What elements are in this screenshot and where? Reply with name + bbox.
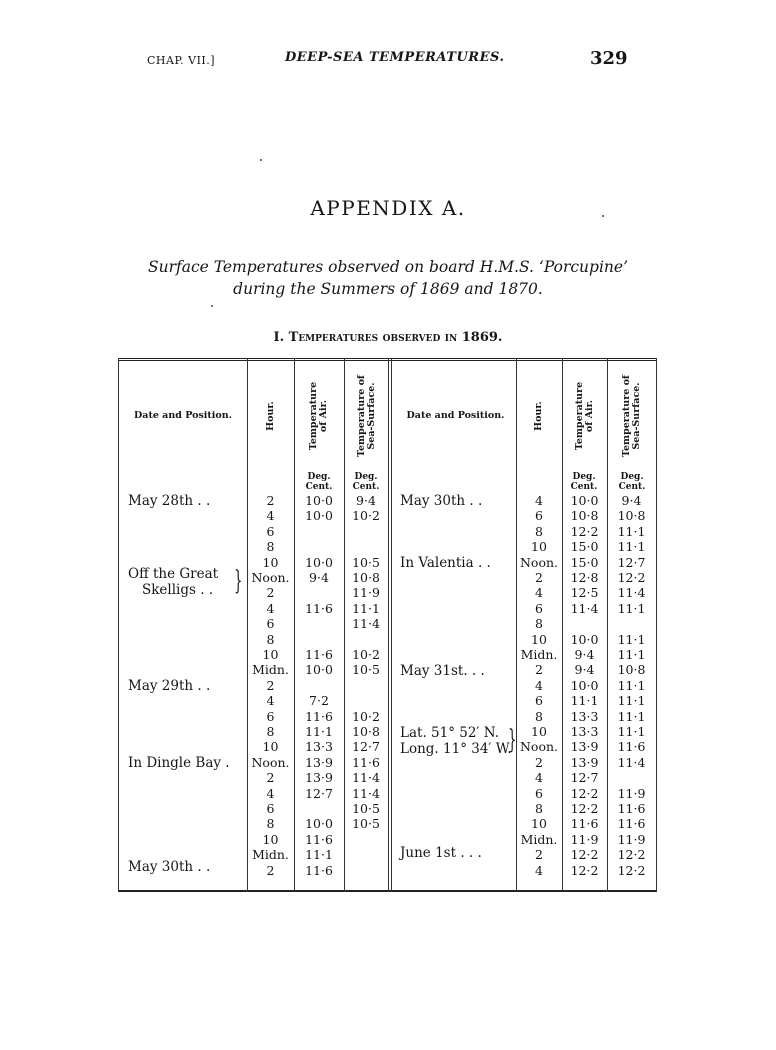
- sea-temp-cell: 11·1: [617, 708, 646, 724]
- air-temp-cell: 12·2: [570, 801, 599, 816]
- running-title: DEEP-SEA TEMPERATURES.: [285, 50, 505, 65]
- air-temp-cell: 15·0: [570, 554, 599, 570]
- air-temp-cell: 11·1: [570, 693, 599, 709]
- print-speck: [211, 305, 213, 307]
- hour-cell: 4: [266, 508, 275, 524]
- position-label: Lat. 51° 52′ N.: [400, 725, 500, 741]
- air-temp-cell: 10·8: [570, 508, 599, 524]
- hour-cell: 2: [266, 585, 275, 601]
- column-rule: [118, 358, 119, 892]
- air-temp-cell: 13·9: [570, 739, 599, 755]
- sea-temp-cell: 12·7: [617, 554, 646, 570]
- position-label: In Valentia . .: [400, 555, 491, 571]
- sea-temp-cell: 11·4: [352, 785, 380, 801]
- hour-cell: Midn.: [252, 662, 289, 678]
- sea-temp-cell: 11·6: [617, 801, 646, 816]
- air-temp-cell: 13·3: [570, 708, 599, 724]
- sea-temp-cell: 10·8: [617, 508, 646, 524]
- hour-header: Hour.: [265, 401, 276, 431]
- air-temp-cell: 12·7: [305, 785, 333, 801]
- date-position-header: Date and Position.: [406, 410, 505, 421]
- sea-temp-cell: 12·2: [617, 570, 646, 585]
- hour-cell: Noon.: [519, 739, 558, 755]
- air-temp-cell: 9·4: [574, 662, 595, 678]
- hour-cell: 6: [535, 600, 543, 616]
- sea-temp-cell: 12·7: [352, 739, 380, 755]
- sea-temp-cell: 11·1: [617, 631, 646, 647]
- hour-cell: 2: [266, 493, 275, 508]
- sea-temp-cell: 11·1: [352, 600, 380, 616]
- unit-label: Deg. Cent.: [305, 472, 333, 492]
- air-temp-header: Temperature of Air.: [574, 381, 595, 451]
- air-temp-cell: 11·6: [305, 647, 333, 662]
- sea-temp-cell: 11·1: [617, 693, 646, 709]
- hour-cell: 2: [535, 662, 543, 678]
- hour-cell: 4: [266, 600, 275, 616]
- hour-cell: 10: [531, 724, 547, 739]
- sea-temp-cell: 10·2: [352, 708, 380, 724]
- unit-label: Deg. Cent.: [570, 472, 598, 492]
- hour-cell: Noon.: [251, 570, 290, 585]
- sea-temp-header: Temperature of Sea-Surface.: [356, 375, 377, 457]
- hour-cell: 10: [531, 816, 547, 832]
- sea-temp-cell: 11·4: [617, 754, 646, 770]
- hour-cell: 4: [266, 693, 275, 709]
- subtitle-line: during the Summers of 1869 and 1870.: [233, 280, 543, 298]
- air-temp-cell: 11·1: [305, 724, 333, 739]
- position-label: In Dingle Bay .: [128, 755, 230, 771]
- air-temp-cell: 12·2: [570, 862, 599, 878]
- unit-label: Deg. Cent.: [352, 472, 380, 492]
- hour-cell: 6: [535, 785, 543, 801]
- appendix-subtitle: [0, 256, 776, 300]
- air-temp-cell: 11·6: [305, 831, 333, 847]
- print-speck: [260, 159, 262, 161]
- hour-cell: 10: [262, 739, 279, 755]
- date-label: May 29th . .: [128, 678, 211, 694]
- hour-cell: 10: [262, 647, 279, 662]
- sea-temp-cell: 10·8: [352, 570, 380, 585]
- hour-cell: 8: [266, 631, 275, 647]
- section-heading: I. Temperatures observed in 1869.: [273, 330, 503, 345]
- hour-cell: 2: [266, 770, 275, 786]
- hour-cell: 8: [266, 816, 275, 832]
- chapter-label: CHAP. VII.]: [147, 54, 216, 67]
- hour-header: Hour.: [533, 401, 544, 431]
- sea-temp-cell: 11·9: [617, 785, 646, 801]
- sea-temp-cell: 9·4: [356, 493, 376, 508]
- hour-cell: 6: [266, 708, 275, 724]
- air-temp-cell: 10·0: [305, 662, 333, 678]
- air-temp-cell: 11·9: [570, 831, 599, 847]
- column-rule: [391, 358, 392, 892]
- sea-temp-cell: 12·2: [617, 847, 646, 863]
- air-temp-cell: 13·9: [305, 754, 333, 770]
- air-temp-cell: 11·1: [305, 847, 333, 863]
- unit-label: Deg. Cent.: [618, 472, 646, 492]
- column-rule: [388, 358, 389, 892]
- sea-temp-cell: 11·6: [352, 754, 380, 770]
- air-temp-header: Temperature of Air.: [308, 381, 329, 451]
- sea-temp-cell: 11·4: [617, 585, 646, 601]
- hour-cell: 6: [266, 523, 275, 539]
- sea-temp-cell: 10·5: [352, 554, 380, 570]
- air-temp-cell: 13·3: [305, 739, 333, 755]
- sea-temp-cell: 12·2: [617, 862, 646, 878]
- sea-temp-cell: 10·8: [617, 662, 646, 678]
- air-temp-cell: 10·0: [305, 508, 333, 524]
- hour-cell: 8: [535, 616, 543, 632]
- hour-cell: Midn.: [520, 831, 558, 847]
- hour-cell: 4: [535, 677, 543, 693]
- appendix-title: APPENDIX A.: [310, 196, 466, 220]
- date-label: May 30th . .: [128, 859, 211, 875]
- hour-cell: 4: [535, 493, 543, 508]
- date-label: May 31st. . .: [400, 663, 485, 679]
- hour-cell: 4: [535, 862, 543, 878]
- hour-cell: 10: [531, 631, 547, 647]
- sea-temp-cell: 11·9: [617, 831, 646, 847]
- air-temp-cell: 11·6: [305, 600, 333, 616]
- date-position-header: Date and Position.: [134, 410, 232, 421]
- air-temp-cell: 11·6: [305, 862, 333, 878]
- air-temp-cell: 12·8: [570, 570, 599, 585]
- hour-cell: 6: [535, 508, 543, 524]
- hour-cell: 8: [266, 724, 275, 739]
- air-temp-cell: 12·2: [570, 523, 599, 539]
- position-label: Skelligs . .: [142, 582, 214, 598]
- hour-cell: 2: [535, 570, 543, 585]
- sea-temp-cell: 11·1: [617, 523, 646, 539]
- sea-temp-cell: 11·1: [617, 724, 646, 739]
- date-label: June 1st . . .: [400, 845, 482, 861]
- date-label: May 30th . .: [400, 493, 483, 509]
- sea-temp-cell: 11·1: [617, 647, 646, 662]
- air-temp-cell: 11·6: [570, 816, 599, 832]
- air-temp-cell: 9·4: [574, 647, 595, 662]
- air-temp-cell: 10·0: [305, 493, 333, 508]
- sea-temp-cell: 11·1: [617, 539, 646, 555]
- air-temp-cell: 10·0: [570, 631, 599, 647]
- hour-cell: 6: [266, 801, 275, 816]
- temperature-table: [118, 358, 657, 892]
- air-temp-cell: 11·6: [305, 708, 333, 724]
- sea-temp-cell: 10·5: [352, 662, 380, 678]
- hour-cell: Noon.: [519, 554, 558, 570]
- sea-temp-cell: 9·4: [621, 493, 642, 508]
- hour-cell: Midn.: [520, 647, 558, 662]
- sea-temp-cell: 10·2: [352, 647, 380, 662]
- sea-temp-cell: 10·5: [352, 816, 380, 832]
- sea-temp-cell: 10·5: [352, 801, 380, 816]
- brace-symbol: }: [508, 725, 517, 755]
- date-label: May 28th . .: [128, 493, 211, 509]
- air-temp-cell: 12·2: [570, 847, 599, 863]
- hour-cell: 6: [266, 616, 275, 632]
- hour-cell: 8: [266, 539, 275, 555]
- hour-cell: 2: [535, 754, 543, 770]
- hour-cell: Noon.: [251, 754, 290, 770]
- hour-cell: 10: [262, 831, 279, 847]
- air-temp-cell: 12·5: [570, 585, 599, 601]
- air-temp-cell: 13·3: [570, 724, 599, 739]
- sea-temp-cell: 11·6: [617, 739, 646, 755]
- position-label: Long. 11° 34′ W.: [400, 741, 512, 757]
- hour-cell: 4: [266, 785, 275, 801]
- air-temp-cell: 11·4: [570, 600, 599, 616]
- sea-temp-cell: 10·2: [352, 508, 380, 524]
- subtitle-line: Surface Temperatures observed on board H.M.S. ‘Porcupine’: [147, 258, 628, 276]
- hour-cell: 8: [535, 523, 543, 539]
- page-number: 329: [590, 48, 628, 69]
- hour-cell: Midn.: [252, 847, 289, 863]
- hour-cell: 10: [531, 539, 547, 555]
- sea-temp-cell: 11·4: [352, 616, 380, 632]
- air-temp-cell: 13·9: [570, 754, 599, 770]
- air-temp-cell: 10·0: [570, 493, 599, 508]
- air-temp-cell: 12·2: [570, 785, 599, 801]
- air-temp-cell: 15·0: [570, 539, 599, 555]
- air-temp-cell: 7·2: [309, 693, 329, 709]
- hour-cell: 2: [266, 862, 275, 878]
- air-temp-cell: 9·4: [309, 570, 329, 585]
- sea-temp-cell: 11·6: [617, 816, 646, 832]
- hour-cell: 2: [266, 677, 275, 693]
- sea-temp-header: Temperature of Sea-Surface.: [621, 375, 642, 457]
- sea-temp-cell: 11·1: [617, 600, 646, 616]
- hour-cell: 6: [535, 693, 543, 709]
- column-rule: [656, 358, 657, 892]
- sea-temp-cell: 10·8: [352, 724, 380, 739]
- sea-temp-cell: 11·9: [352, 585, 380, 601]
- position-label: Off the Great: [128, 566, 219, 582]
- air-temp-cell: 10·0: [570, 677, 599, 693]
- hour-cell: 4: [535, 770, 543, 786]
- air-temp-cell: 10·0: [305, 554, 333, 570]
- hour-cell: 8: [535, 708, 543, 724]
- column-rule: [294, 358, 295, 892]
- sea-temp-cell: 11·4: [352, 770, 380, 786]
- air-temp-cell: 10·0: [305, 816, 333, 832]
- air-temp-cell: 12·7: [570, 770, 599, 786]
- sea-temp-cell: 11·1: [617, 677, 646, 693]
- hour-cell: 2: [535, 847, 543, 863]
- air-temp-cell: 13·9: [305, 770, 333, 786]
- brace-symbol: }: [234, 566, 243, 596]
- hour-cell: 8: [535, 801, 543, 816]
- hour-cell: 10: [262, 554, 279, 570]
- hour-cell: 4: [535, 585, 543, 601]
- running-head: [0, 44, 776, 74]
